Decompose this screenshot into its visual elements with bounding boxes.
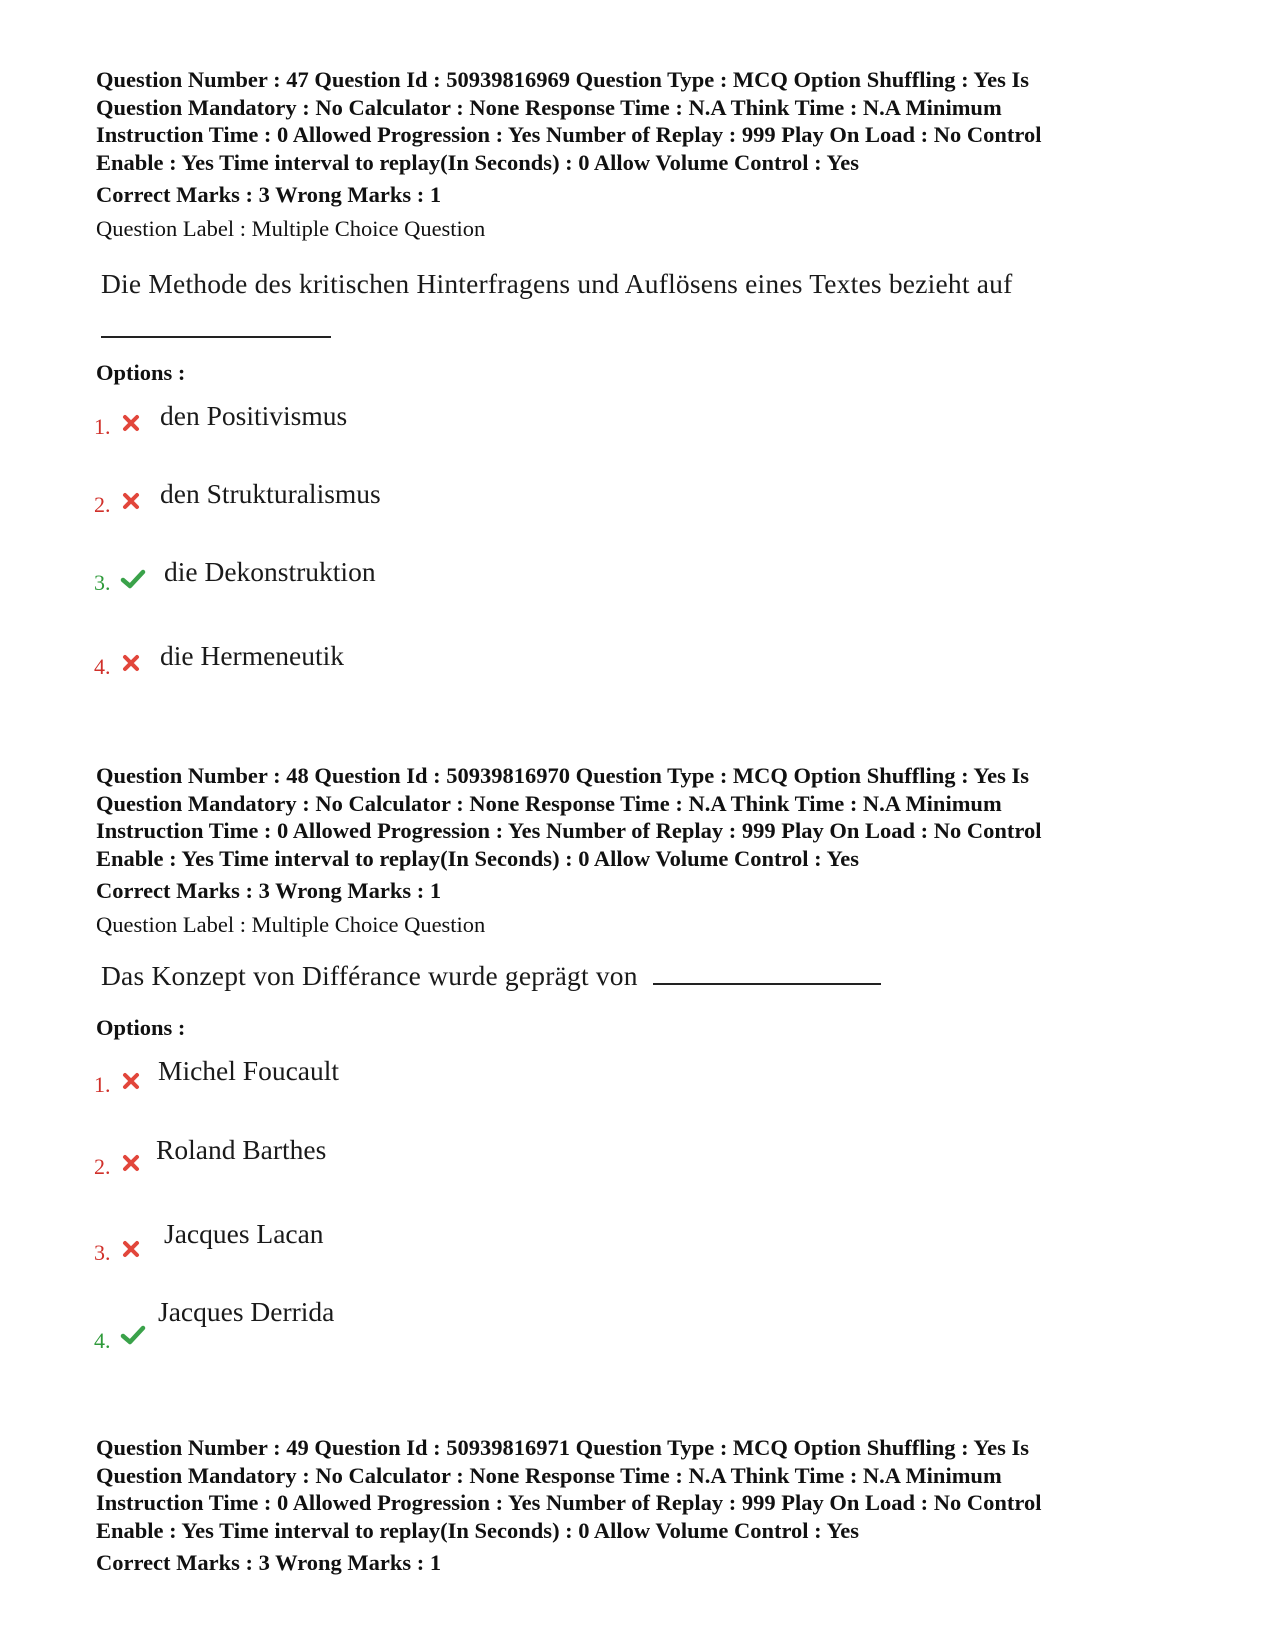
question-meta-line: Question Mandatory : No Calculator : None Response Time : N.A Think Time : N.A Minimum <box>96 790 1002 816</box>
option-number: 2. <box>94 492 111 517</box>
question-label: Question Label : Multiple Choice Question <box>96 912 486 937</box>
option-text: die Hermeneutik <box>160 640 345 671</box>
question-text <box>101 960 881 992</box>
check-icon <box>120 1324 146 1346</box>
question-meta-line: Instruction Time : 0 Allowed Progression : Yes Number of Replay : 999 Play On Load : No Control <box>96 122 1042 147</box>
question-48-header <box>96 762 1216 939</box>
option-number: 1. <box>94 1072 111 1097</box>
question-text: Die Methode des kritischen Hinterfragens und Auflösens eines Textes bezieht auf <box>101 268 1013 299</box>
question-text-content: Das Konzept von Différance wurde geprägt von <box>101 960 638 991</box>
option-item[interactable] <box>94 1296 694 1364</box>
answer-blank-line <box>101 336 331 338</box>
question-meta-line: Enable : Yes Time interval to replay(In Seconds) : 0 Allow Volume Control : Yes <box>96 1517 859 1543</box>
option-text: Roland Barthes <box>156 1134 327 1165</box>
question-meta-line: Question Number : 48 Question Id : 50939816970 Question Type : MCQ Option Shuffling : Yes Is <box>96 763 1030 788</box>
question-meta-line: Enable : Yes Time interval to replay(In Seconds) : 0 Allow Volume Control : Yes <box>96 149 859 175</box>
question-47-header <box>96 66 1216 243</box>
cross-icon <box>120 1152 142 1174</box>
question-marks: Correct Marks : 3 Wrong Marks : 1 <box>96 182 442 207</box>
option-text: die Dekonstruktion <box>164 556 376 587</box>
option-number: 3. <box>94 1240 111 1265</box>
option-item[interactable] <box>94 400 694 450</box>
cross-icon <box>120 652 142 674</box>
cross-icon <box>120 1238 142 1260</box>
option-item[interactable] <box>94 640 694 690</box>
option-number: 1. <box>94 414 111 439</box>
question-meta-line: Instruction Time : 0 Allowed Progression : Yes Number of Replay : 999 Play On Load : No Control <box>96 818 1042 843</box>
option-text: Michel Foucault <box>158 1055 340 1086</box>
option-number: 2. <box>94 1154 111 1179</box>
option-item[interactable] <box>94 478 694 528</box>
option-item[interactable] <box>94 1055 694 1108</box>
option-number: 4. <box>94 1328 111 1353</box>
options-heading: Options : <box>96 1015 186 1040</box>
option-text: Jacques Lacan <box>164 1218 324 1249</box>
option-item[interactable] <box>94 1134 694 1190</box>
option-text: den Positivismus <box>160 400 348 431</box>
question-49-header <box>96 1434 1216 1577</box>
option-text: Jacques Derrida <box>158 1296 335 1327</box>
option-number: 3. <box>94 570 111 595</box>
option-number: 4. <box>94 654 111 679</box>
question-meta-line: Question Mandatory : No Calculator : None Response Time : N.A Think Time : N.A Minimum <box>96 94 1002 120</box>
question-marks: Correct Marks : 3 Wrong Marks : 1 <box>96 878 442 903</box>
cross-icon <box>120 1070 142 1092</box>
cross-icon <box>120 490 142 512</box>
options-heading: Options : <box>96 360 186 385</box>
question-meta-line: Enable : Yes Time interval to replay(In Seconds) : 0 Allow Volume Control : Yes <box>96 845 859 871</box>
question-meta-line: Question Mandatory : No Calculator : None Response Time : N.A Think Time : N.A Minimum <box>96 1462 1002 1488</box>
option-item[interactable] <box>94 1218 694 1276</box>
question-label: Question Label : Multiple Choice Question <box>96 216 486 241</box>
cross-icon <box>120 412 142 434</box>
question-meta-line: Question Number : 49 Question Id : 50939816971 Question Type : MCQ Option Shuffling : Yes Is <box>96 1435 1030 1460</box>
question-meta-line: Question Number : 47 Question Id : 50939816969 Question Type : MCQ Option Shuffling : Yes Is <box>96 67 1030 92</box>
option-text: den Strukturalismus <box>160 478 381 509</box>
check-icon <box>120 568 146 590</box>
option-item[interactable] <box>94 556 694 606</box>
answer-blank-line <box>653 983 881 985</box>
question-meta-line: Instruction Time : 0 Allowed Progression : Yes Number of Replay : 999 Play On Load : No Control <box>96 1490 1042 1515</box>
question-marks: Correct Marks : 3 Wrong Marks : 1 <box>96 1550 442 1575</box>
